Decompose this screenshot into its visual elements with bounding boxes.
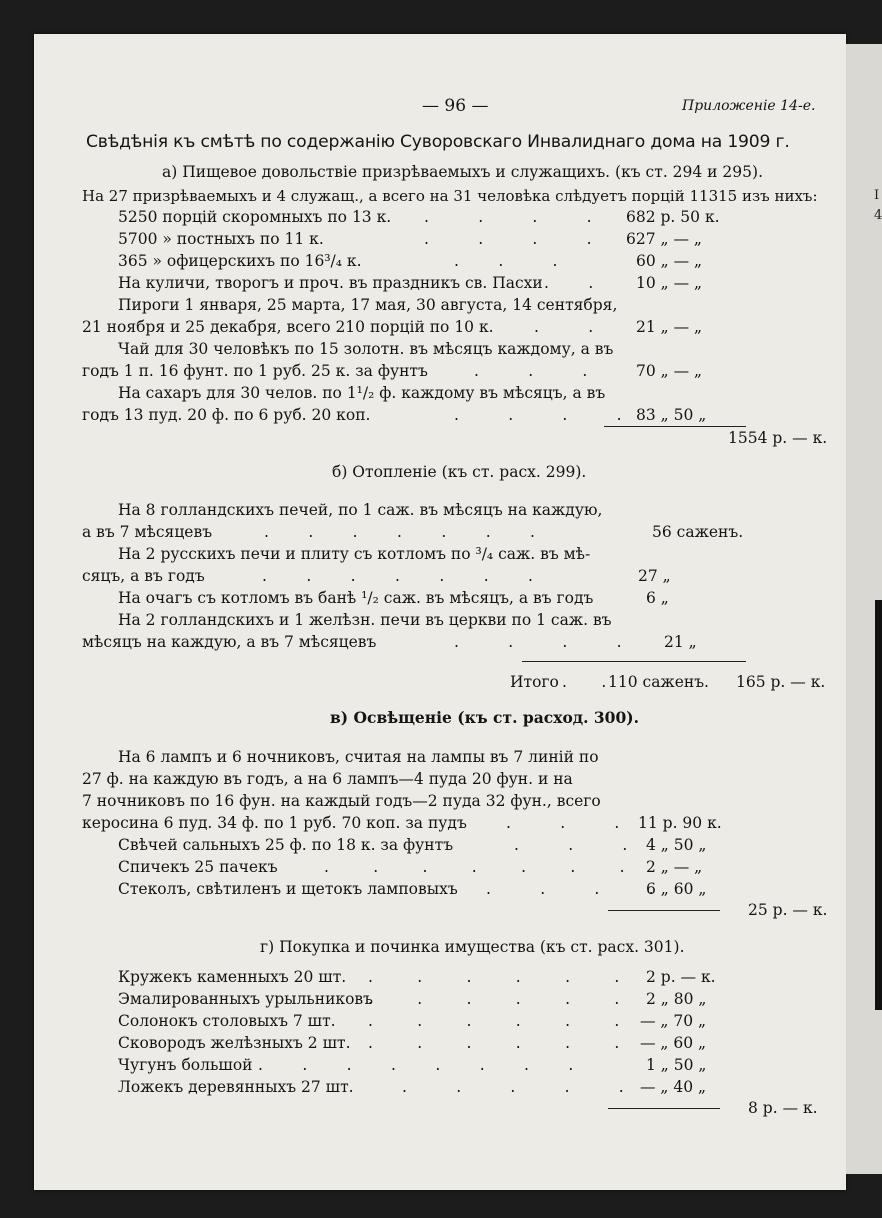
section-b-text: мѣсяцъ на каждую, а въ 7 мѣсяцевъ xyxy=(82,633,377,651)
section-a-amount: 627 „ — „ xyxy=(626,230,702,248)
section-a-amount: 10 „ — „ xyxy=(636,274,703,292)
section-v-amount: 6 „ 60 „ xyxy=(646,880,707,898)
dot-leader: . . . . xyxy=(424,230,592,248)
dot-leader: . . . . . . . xyxy=(262,567,533,585)
section-g-total: 8 р. — к. xyxy=(748,1099,818,1117)
page-number: — 96 — xyxy=(422,96,489,116)
section-g-amount: — „ 60 „ xyxy=(640,1034,707,1052)
section-v-row: Стеколъ, свѣтиленъ и щетокъ ламповыхъ xyxy=(118,880,458,898)
section-b-heading: б) Отопленіе (къ ст. расх. 299). xyxy=(332,463,587,481)
section-b-text: а въ 7 мѣсяцевъ xyxy=(82,523,213,541)
section-v-text: 7 ночниковъ по 16 фун. на каждый годъ—2 пуда 32 фун., всего xyxy=(82,792,601,810)
section-v-text: На 6 лампъ и 6 ночниковъ, считая на лампы въ 7 линій по xyxy=(118,748,599,766)
section-b-text: сяцъ, а въ годъ xyxy=(82,567,205,585)
section-b-text: На 8 голландскихъ печей, по 1 саж. въ мѣсяцъ на каждую, xyxy=(118,501,603,519)
document-page xyxy=(34,34,846,1190)
section-b-amount: 27 „ xyxy=(638,567,671,585)
section-g-heading: г) Покупка и починка имущества (къ ст. расх. 301). xyxy=(260,938,685,956)
section-g-amount: 2 р. — к. xyxy=(646,968,716,986)
section-a-text: На сахаръ для 30 челов. по 1¹/₂ ф. каждому въ мѣсяцъ, а въ xyxy=(118,384,606,402)
section-v-heading: в) Освѣщеніе (къ ст. расход. 300). xyxy=(330,708,639,727)
section-a-amount: 60 „ — „ xyxy=(636,252,703,270)
section-g-amount: — „ 40 „ xyxy=(640,1078,707,1096)
dot-leader: . . xyxy=(534,318,594,336)
section-g-row: Эмалированныхъ урыльниковъ xyxy=(118,990,374,1008)
dot-leader: . . . xyxy=(474,362,588,380)
dot-leader: . . . xyxy=(454,252,558,270)
section-v-amount: 4 „ 50 „ xyxy=(646,836,707,854)
section-g-row: Кружекъ каменныхъ 20 шт. xyxy=(118,968,347,986)
dot-leader: . . . . . . . xyxy=(264,523,535,541)
section-v-text: керосина 6 пуд. 34 ф. по 1 руб. 70 коп. за пудъ xyxy=(82,814,467,832)
section-g-row: Ложекъ деревянныхъ 27 шт. xyxy=(118,1078,354,1096)
dot-leader: . . . . . . xyxy=(368,990,620,1008)
section-a-amount: 682 р. 50 к. xyxy=(626,208,720,226)
section-b-amount: 6 „ xyxy=(646,589,669,607)
sum-rule xyxy=(608,910,720,911)
section-v-total: 25 р. — к. xyxy=(748,901,828,919)
dot-leader: . . . . . . xyxy=(368,1034,620,1052)
section-a-row: На куличи, творогъ и проч. въ праздникъ св. Пасхи xyxy=(118,274,543,292)
section-b-total-amount: 110 саженъ. xyxy=(608,673,709,691)
section-a-text: Пироги 1 января, 25 марта, 17 мая, 30 августа, 14 сентября, xyxy=(118,296,618,314)
section-v-row: Свѣчей сальныхъ 25 ф. по 18 к. за фунтъ xyxy=(118,836,454,854)
adjacent-page-bar xyxy=(875,600,882,1010)
sum-rule xyxy=(604,426,746,427)
edge-glyph: I xyxy=(874,188,880,203)
section-g-row: Сковородъ желѣзныхъ 2 шт. xyxy=(118,1034,351,1052)
dot-leader: . . . . . xyxy=(402,1078,624,1096)
dot-leader: . . xyxy=(562,673,607,691)
document-title: Свѣдѣнія къ смѣтѣ по содержанію Суворовскаго Инвалиднаго дома на 1909 г. xyxy=(86,132,790,152)
section-a-amount: 70 „ — „ xyxy=(636,362,703,380)
section-v-amount: 11 р. 90 к. xyxy=(638,814,722,832)
section-a-text: годъ 1 п. 16 фунт. по 1 руб. 25 к. за фунтъ xyxy=(82,362,428,380)
sum-rule xyxy=(522,661,746,662)
section-b-total-money: 165 р. — к. xyxy=(736,673,826,691)
section-a-intro: На 27 призрѣваемыхъ и 4 служащ., а всего на 31 человѣка слѣдуетъ порцій 11315 изъ нихъ: xyxy=(82,187,818,205)
dot-leader: . . . . xyxy=(454,633,622,651)
section-g-row: Чугунъ большой xyxy=(118,1056,253,1074)
dot-leader: . . . . . . . xyxy=(324,858,625,876)
section-a-amount: 83 „ 50 „ xyxy=(636,406,707,424)
section-v-text: 27 ф. на каждую въ годъ, а на 6 лампъ—4 пуда 20 фун. и на xyxy=(82,770,573,788)
section-v-row: Спичекъ 25 пачекъ xyxy=(118,858,278,876)
dot-leader: . . xyxy=(544,274,594,292)
section-a-total: 1554 р. — к. xyxy=(728,429,828,447)
section-a-row: 5700 » постныхъ по 11 к. xyxy=(118,230,324,248)
dot-leader: . . . . . . . . xyxy=(258,1056,574,1074)
dot-leader: . . . . xyxy=(454,406,622,424)
section-b-text: На 2 голландскихъ и 1 желѣзн. печи въ церкви по 1 саж. въ xyxy=(118,611,612,629)
dot-leader: . . . xyxy=(506,814,620,832)
section-a-text: годъ 13 пуд. 20 ф. по 6 руб. 20 коп. xyxy=(82,406,371,424)
dot-leader: . . . . . . xyxy=(368,968,620,986)
section-a-amount: 21 „ — „ xyxy=(636,318,703,336)
section-a-heading: а) Пищевое довольствіе призрѣваемыхъ и служащихъ. (къ ст. 294 и 295). xyxy=(162,163,763,181)
section-a-text: 21 ноября и 25 декабря, всего 210 порцій по 10 к. xyxy=(82,318,494,336)
section-b-amount: 56 саженъ. xyxy=(652,523,744,541)
dot-leader: . . . . xyxy=(424,208,592,226)
dot-leader: . . . xyxy=(514,836,628,854)
section-g-row: Солонокъ столовыхъ 7 шт. xyxy=(118,1012,336,1030)
section-b-text: На 2 русскихъ печи и плиту съ котломъ по ³/₄ саж. въ мѣ- xyxy=(118,545,591,563)
total-label: Итого xyxy=(510,673,559,691)
section-a-text: Чай для 30 человѣкъ по 15 золотн. въ мѣсяцъ каждому, а въ xyxy=(118,340,614,358)
section-g-amount: 1 „ 50 „ xyxy=(646,1056,707,1074)
section-b-text: На очагъ съ котломъ въ банѣ ¹/₂ саж. въ мѣсяцъ, а въ годъ xyxy=(118,589,594,607)
section-a-row: 365 » офицерскихъ по 16³/₄ к. xyxy=(118,252,362,270)
appendix-label: Приложеніе 14-е. xyxy=(682,98,816,114)
section-g-amount: 2 „ 80 „ xyxy=(646,990,707,1008)
sum-rule xyxy=(608,1108,720,1109)
dot-leader: . . . . . . xyxy=(368,1012,620,1030)
section-v-amount: 2 „ — „ xyxy=(646,858,703,876)
dot-leader: . . . . xyxy=(486,880,654,898)
edge-glyph: 4 xyxy=(874,208,882,223)
section-b-amount: 21 „ xyxy=(664,633,697,651)
section-g-amount: — „ 70 „ xyxy=(640,1012,707,1030)
section-a-row: 5250 порцій скоромныхъ по 13 к. xyxy=(118,208,392,226)
